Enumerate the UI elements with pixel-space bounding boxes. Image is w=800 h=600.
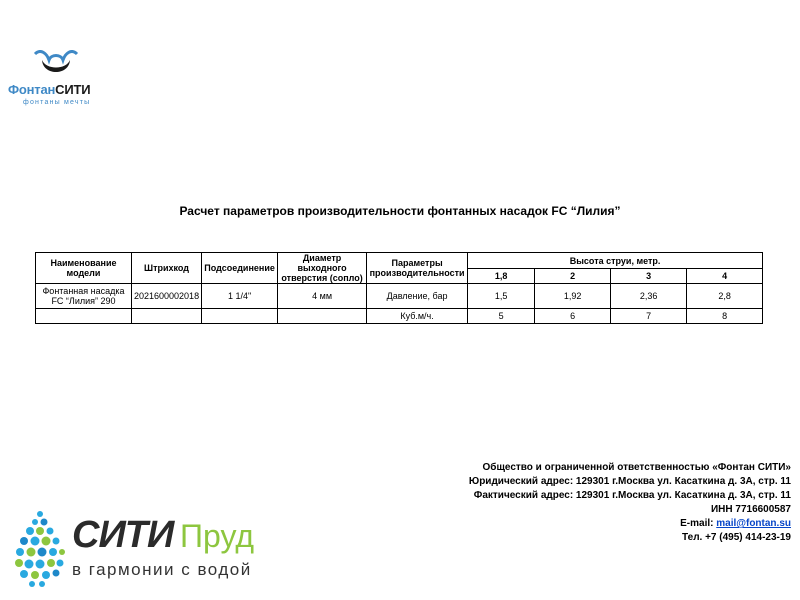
actual-address: Фактический адрес: 129301 г.Москва ул. Касаткина д. 3А, стр. 11 xyxy=(473,490,791,501)
header-height-2: 2 xyxy=(535,269,611,284)
header-parameters: Параметры производительности xyxy=(367,253,468,284)
phone: Тел. +7 (495) 414-23-19 xyxy=(682,532,791,543)
logo-word-prud: Пруд xyxy=(180,518,255,554)
header-barcode: Штрихкод xyxy=(132,253,202,284)
email-label: E-mail: xyxy=(680,518,714,529)
cell-connection: 1 1/4" xyxy=(202,284,278,309)
header-diameter: Диаметр выходного отверстия (сопло) xyxy=(278,253,367,284)
header-model: Наименование модели xyxy=(36,253,132,284)
logo-tagline: фонтаны мечты xyxy=(23,99,91,106)
cell-parameter: Куб.м/ч. xyxy=(367,309,468,324)
logo-slogan: в гармонии с водой xyxy=(72,560,252,579)
logo-word-city: СИТИ xyxy=(72,514,174,556)
city-prud-logo xyxy=(10,508,290,588)
cell-empty xyxy=(278,309,367,324)
fountain-logo-icon xyxy=(33,50,79,80)
header-jet-height: Высота струи, метр. xyxy=(468,253,763,269)
logo-brand-name: ФонтанСИТИ xyxy=(8,82,91,97)
cell-value-4: 2,8 xyxy=(687,284,763,309)
cell-barcode: 2021600002018 xyxy=(132,284,202,309)
header-height-3: 3 xyxy=(611,269,687,284)
cell-value-1: 1,5 xyxy=(468,284,535,309)
cell-empty xyxy=(202,309,278,324)
cell-value-3: 7 xyxy=(611,309,687,324)
cell-value-1: 5 xyxy=(468,309,535,324)
header-connection: Подсоединение xyxy=(202,253,278,284)
cell-diameter: 4 мм xyxy=(278,284,367,309)
email-link[interactable]: mail@fontan.su xyxy=(716,518,791,529)
cell-parameter: Давление, бар xyxy=(367,284,468,309)
document-title: Расчет параметров производительности фонтанных насадок FC “Лилия” xyxy=(179,204,621,218)
cell-model: Фонтанная насадка FC “Лилия” 290 xyxy=(36,284,132,309)
email-line xyxy=(469,517,791,531)
header-height-1: 1,8 xyxy=(468,269,535,284)
table-row xyxy=(36,284,763,309)
cell-empty xyxy=(36,309,132,324)
company-name: Общество и ограниченной ответственностью «Фонтан СИТИ» xyxy=(482,462,791,473)
fontan-city-logo xyxy=(6,50,106,116)
legal-address: Юридический адрес: 129301 г.Москва ул. Касаткина д. 3А, стр. 11 xyxy=(468,476,791,487)
cell-value-3: 2,36 xyxy=(611,284,687,309)
cell-empty xyxy=(132,309,202,324)
header-height-4: 4 xyxy=(687,269,763,284)
company-details xyxy=(469,461,791,545)
table-row xyxy=(36,309,763,324)
cell-value-4: 8 xyxy=(687,309,763,324)
cell-value-2: 1,92 xyxy=(535,284,611,309)
water-drops-icon xyxy=(10,508,70,588)
cell-value-2: 6 xyxy=(535,309,611,324)
parameters-table xyxy=(35,252,763,324)
tax-id: ИНН 7716600587 xyxy=(710,504,791,515)
